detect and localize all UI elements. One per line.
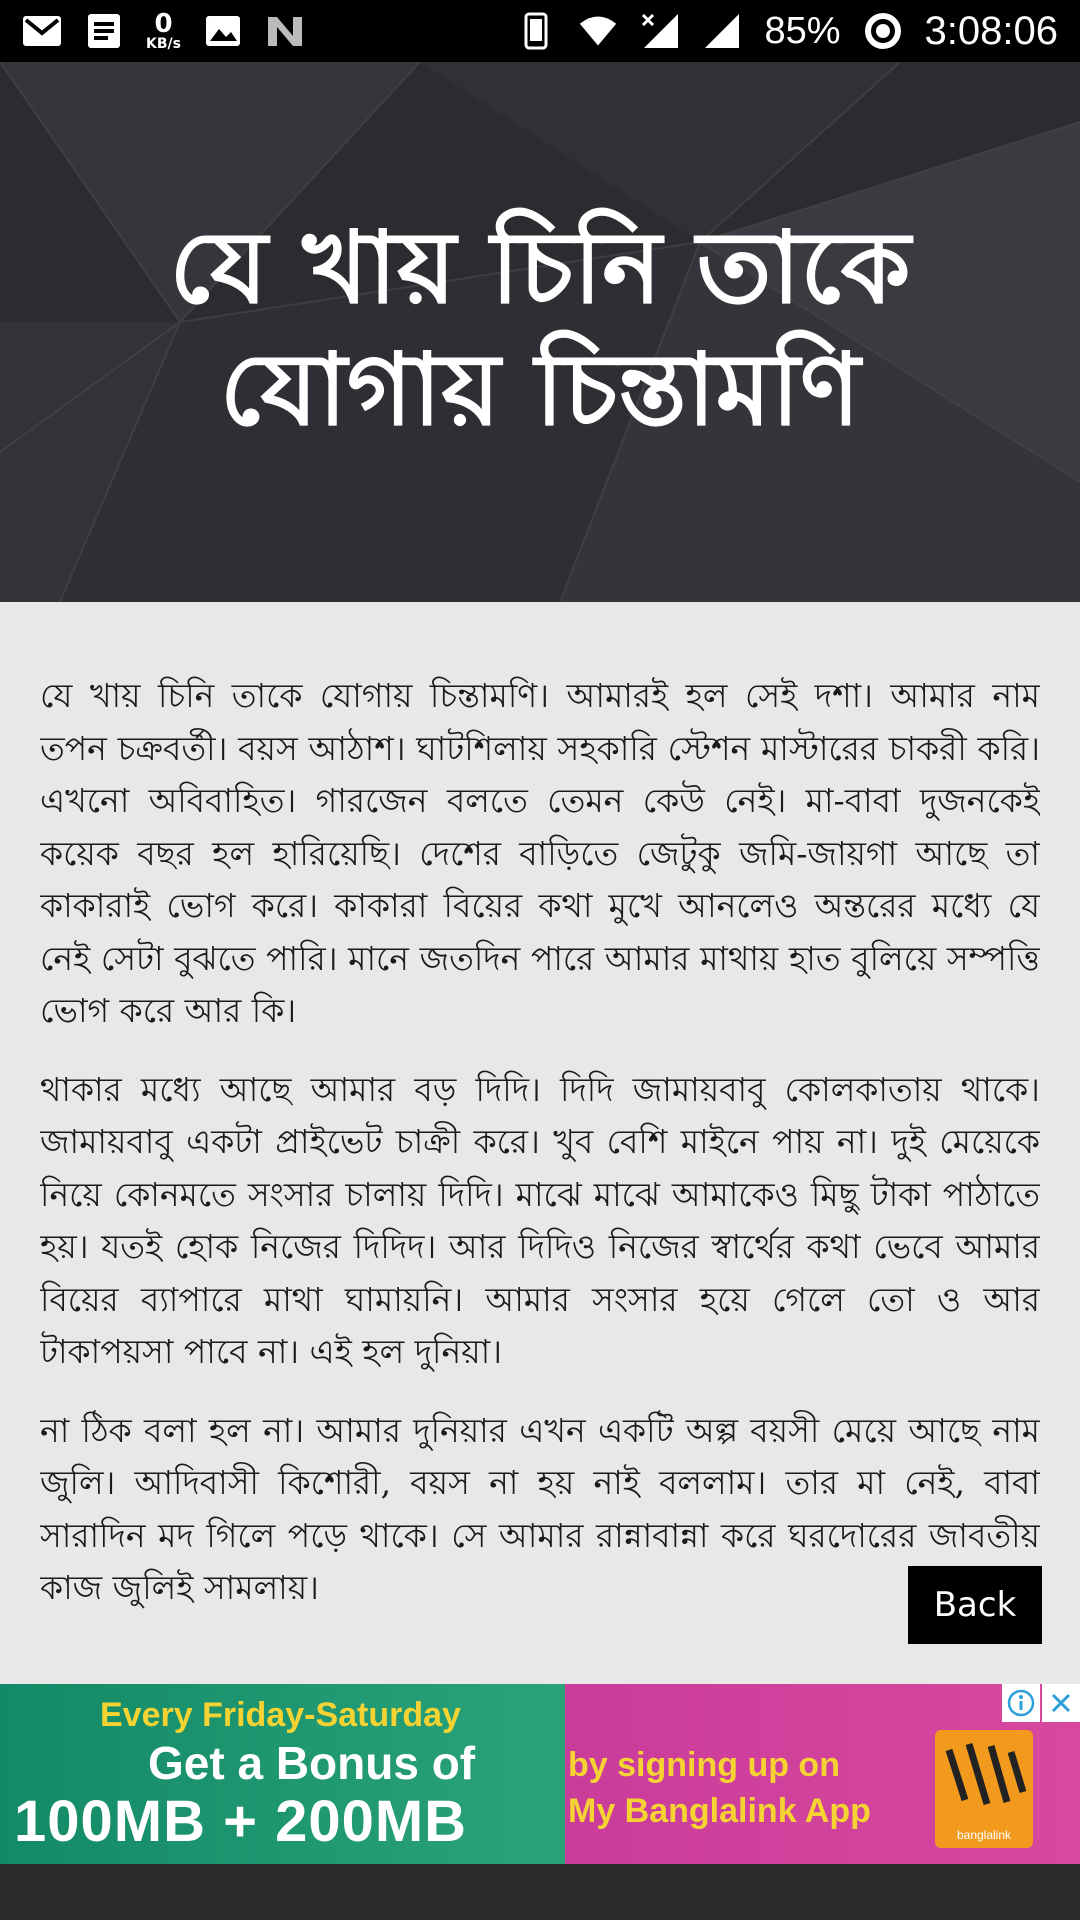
status-left [22,11,305,51]
page-title: যে খায় চিনি তাকে যোগায় চিন্তামণি [169,209,911,448]
ad-info-icon[interactable] [1002,1684,1040,1722]
paragraph-1: যে খায় চিনি তাকে যোগায় চিন্তামণি। আমারই হল সেই দশা। আমার নাম তপন চক্রবর্তী। বয়স আঠাশ। ঘাটশিলায় সহকারি স্টেশন মাস্টারের চাকরী করি। এখনো অবিবাহিত। গারজেন বলতে তেমন কেউ নেই। মা-বাবা দুজনকেই কয়েক বছর হল হারিয়েছি। দেশের বাড়িতে জেটুকু জমি-জায়গা আছে তা কাকারাই ভোগ করে। কাকারা বিয়ের কথা মুখে আনলেও অন্তরের মধ্যে যে নেই সেটা বুঝতে পারি। মানে জতদিন পারে আমার মাথায় হাত বুলিয়ে সম্পত্তি ভোগ করে আর কি। [40,676,1040,1030]
ad-banner[interactable] [0,1684,1080,1864]
paragraph-3: না ঠিক বলা হল না। আমার দুনিয়ার এখন একটি অল্প বয়সী মেয়ে আছে নাম জুলি। আদিবাসী কিশোরী, বয়স না হয় নাই বললাম। তার মা নেই, বাবা সারাদিন মদ গিলে পড়ে থাকে। সে আমার রান্নাবান্না করে ঘরদোরের জাবতীয় কাজ জুলিই সামলায়। [40,1410,1040,1607]
net-speed-unit: KB/s [146,36,181,52]
signal-x-icon [640,13,680,49]
banglalink-logo-icon [935,1730,1033,1820]
ad-headline: Every Friday-Saturday [100,1696,461,1734]
ad-subtext-line1: by signing up on [568,1746,840,1784]
story-text [40,670,1040,1670]
n-app-icon [265,13,305,49]
back-button[interactable]: Back [908,1566,1042,1644]
gmail-icon [22,13,62,49]
net-speed [146,11,181,51]
paragraph-2: থাকার মধ্যে আছে আমার বড় দিদি। দিদি জামায়বাবু কোলকাতায় থাকে। জামায়বাবু একটা প্রাইভেট চাক্রী করে। খুব বেশি মাইনে পায় না। দুই মেয়েকে নিয়ে কোনমতে সংসার চালায় দিদি। মাঝে মাঝে আমাকেও মিছু টাকা পাঠাতে হয়। যতই হোক নিজের দিদিদ। আর দিদিও নিজের স্বার্থের কথা ভেবে আমার বিয়ের ব্যাপারে মাথা ঘামায়নি। আমার সংসার হয়ে গেলে তো ও আর টাকাপয়সা পাবে না। এই হল দুনিয়া। [40,1069,1040,1371]
battery-percent: 85% [764,9,841,52]
ad-bonus-amount: 100MB + 200MB [14,1789,468,1854]
bottom-bar [0,1864,1080,1920]
ad-subtext [568,1742,871,1834]
ad-bonus-text: Get a Bonus of [148,1737,476,1789]
image-icon [203,13,243,49]
status-bar [0,0,1080,62]
signal-icon [702,13,742,49]
net-speed-value: 0 [154,9,173,39]
ad-close-icon[interactable] [1042,1684,1080,1722]
phone-icon [516,13,556,49]
ad-logo-text: banglalink [956,1828,1012,1842]
status-right [516,9,1058,54]
wifi-icon [578,13,618,49]
ad-subtext-line2: My Banglalink App [568,1792,871,1830]
header-banner [0,62,1080,602]
notes-icon [84,13,124,49]
banglalink-logo [935,1730,1033,1848]
clock: 3:08:06 [924,8,1058,53]
battery-ring-icon [863,13,903,49]
